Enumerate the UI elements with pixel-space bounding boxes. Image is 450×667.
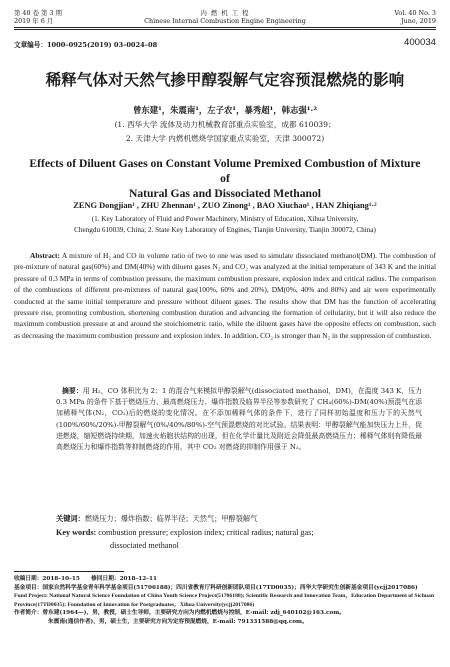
header-date: 2019 年 6 月: [14, 17, 54, 25]
affiliation-en-2: Chengdu 610039, China; 2. State Key Laboratory of Engines, Tianjin University, Tianjin 300072, China): [74, 226, 376, 234]
footnote-received: 收稿日期：2018–10–15 修回日期：2018–12–11: [14, 576, 157, 582]
abstract-body: A mixture of H₂ and CO in volume ratio of two to one was used to simulate dissociated methanol(DM). The combustion of pre-mixture of natural gas(60%) and DM(40%) with diluent gases N₂ and CO₂ was analyzed at the initial temperature of 343 K and the initial pressure of 0.3 MPa in terms of combustion pressure, the maximum combustion pressure, explosion index and critical radius. The comparison of the combustions of different pre-mixtures of natural gas(100%, 60% and 20%), DM(0%, 40% and 80%) and air were experimentally conducted at the same initial temperature and pressure without diluent gases. The results show that DM has the function of accelerating pressure rise, promoting combustion, shortening combustion duration and advancing the formation of cellularity, but it will also reduce the maximum combustion pressure at and around the stoichiometric ratio, while the diluent gases have the opposite effects on combustion, such as decreasing the maximum combustion pressure and explosion index. In addition, CO₂ is stronger than N₂ in the suppression of combustion.: [14, 251, 436, 340]
header-volume-en: Vol. 40 No. 3: [394, 9, 436, 17]
classification-number: 400034: [403, 37, 436, 48]
footnote-corresponding-author: 朱震南(通信作者)，男，硕士生，主要研究方向为定容预混燃烧，E-mail: 791331588@qq.com。: [48, 618, 308, 625]
header-rule-thin: [14, 29, 436, 30]
header-rule: [14, 27, 436, 28]
keywords-en-line-2: dissociated methanol: [110, 541, 179, 550]
keywords-en: [56, 526, 422, 552]
abstract-cn: [56, 386, 422, 453]
article-number: 文章编号：1000–0925(2019) 03–0024–08: [14, 41, 158, 49]
abstract-en: [14, 250, 436, 341]
affiliation-cn-2: 2. 天津大学 内燃机燃烧学国家重点实验室，天津 300072): [125, 134, 325, 143]
title-en-line-1: Effects of Diluent Gases on Constant Volume Premixed Combustion of Mixture of: [29, 157, 421, 185]
journal-name-cn: 内 燃 机 工 程: [200, 9, 250, 17]
keywords-cn-body: 燃烧压力；爆炸指数；临界半径；天然气；甲醇裂解气: [84, 514, 258, 523]
footnote-fund-en-body: National Natural Science Foundation of China Youth Science Project(51706188); Scientific Research and Innovation Team，Education Department of Sichuan Province(17TD0035); Foundation of Innovation for Postgraduates，Xihua University(ycjj2017086): [14, 593, 435, 608]
title-cn: 稀释气体对天然气掺甲醇裂解气定容预混燃烧的影响: [45, 71, 405, 89]
authors-en: ZENG Dongjian¹ , ZHU Zhennan¹ , ZUO Zinong¹ , BAO Xiuchao¹ , HAN Zhiqiang¹·²: [73, 201, 377, 210]
footnote-fund-en-label: Fund Project:: [14, 593, 48, 600]
header-date-en: June, 2019: [401, 17, 436, 25]
footnote-fund-en: [14, 592, 436, 609]
footnote-author-info: 作者简介：曾东建(1964—)，男，教授，硕士生导师，主要研究方向为内燃机燃烧与控制，E-mail: zdj_640102@163.com。: [14, 610, 345, 617]
footnotes: [14, 575, 436, 627]
journal-name-en: Chinese Internal Combustion Engine Engineering: [144, 17, 306, 25]
title-en-line-2: Natural Gas and Dissociated Methanol: [129, 187, 321, 200]
footnote-fund-cn: 基金项目：国家自然科学基金青年科学基金项目(51706188)；四川省教育厅科研创新团队项目(17TD0035)；西华大学研究生创新基金项目(ycjj2017086): [14, 584, 418, 591]
keywords-cn-label: 关键词：: [56, 514, 85, 523]
affiliation-en: [14, 214, 436, 236]
title-en: [24, 156, 426, 201]
keywords-cn: [56, 513, 422, 524]
authors-cn: 曾东建¹，朱震南¹，左子农¹，暴秀超¹，韩志强¹·²: [132, 105, 318, 115]
keywords-en-line-1: combustion pressure; explosion index; critical radius; natural gas;: [96, 528, 314, 537]
keywords-en-label: Key words:: [56, 528, 97, 537]
footnote-rule: [14, 571, 124, 572]
affiliation-cn-1: (1. 西华大学 流体及动力机械教育部重点实验室，成都 610039；: [114, 120, 336, 129]
abstract-label: Abstract:: [30, 251, 60, 260]
affiliation-en-1: (1. Key Laboratory of Fluid and Power Machinery, Ministry of Education, Xihua University,: [91, 215, 359, 223]
header-volume: 第 40 卷 第 3 期: [14, 9, 62, 17]
abstract-cn-label: 摘要：: [62, 387, 83, 395]
abstract-cn-body: 用 H₂，CO 体积比为 2：1 的混合气来模拟甲醇裂解气(dissociated methanol，DM)，在温度 343 K，压力 0.3 MPa 的条件下基于燃烧压力、最高燃烧压力、爆炸指数及临界半径等参数研究了 CH₄(60%)-DM(40%)预混气在添加稀释气体(N₂，CO₂)后的燃烧的变化情况。在不添加稀释气体的条件下，进行了同样初始温度和压力下的天然气(100%/60%/20%)-甲醇裂解气(0%/40%/80%)-空气预混燃烧的对比试验。结果表明：甲醇裂解气能加快压力上升，促进燃烧，缩短燃烧持续期，加速火焰胞状结构的出现，但在化学计量比及附近会降低最高燃烧压力；稀释气体则有降低最高燃烧压力和爆炸指数等抑制燃烧的作用，其中 CO₂ 对燃烧的抑制作用强于 N₂。: [56, 387, 422, 452]
